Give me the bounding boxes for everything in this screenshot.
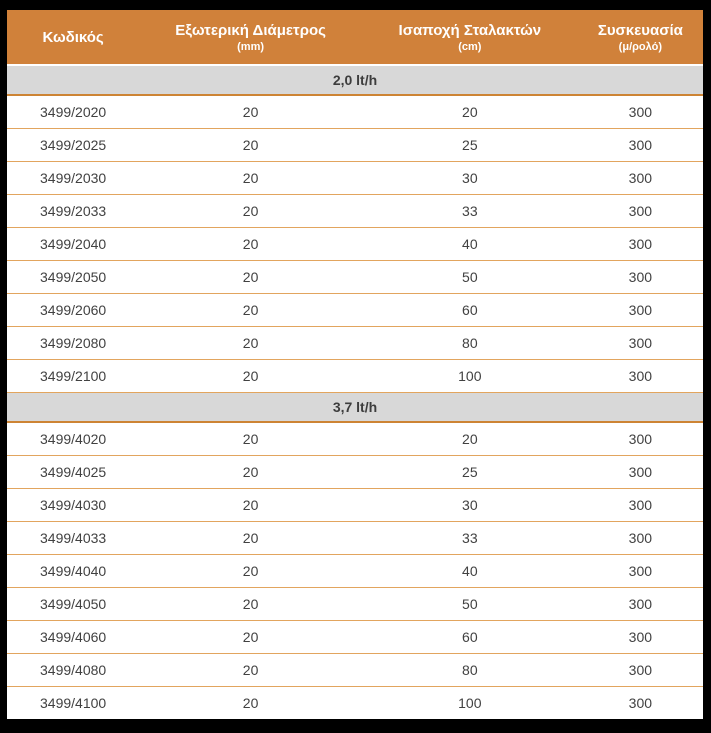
cell-packaging: 300: [578, 294, 703, 327]
table-row: [7, 261, 703, 294]
cell-code: 3499/4050: [7, 588, 139, 621]
cell-packaging: 300: [578, 195, 703, 228]
cell-dripper-spacing: 40: [362, 228, 578, 261]
cell-code: 3499/2025: [7, 129, 139, 162]
cell-packaging: 300: [578, 588, 703, 621]
cell-outer-diameter: 20: [139, 422, 362, 456]
table-row: [7, 95, 703, 129]
cell-dripper-spacing: 80: [362, 654, 578, 687]
cell-packaging: 300: [578, 621, 703, 654]
cell-outer-diameter: 20: [139, 195, 362, 228]
table-row: [7, 360, 703, 393]
table-header: [7, 10, 703, 65]
column-header-outer-diameter: [139, 10, 362, 65]
cell-outer-diameter: 20: [139, 95, 362, 129]
cell-dripper-spacing: 100: [362, 360, 578, 393]
column-title: Εξωτερική Διάμετρος: [175, 21, 326, 39]
column-unit: (mm): [237, 40, 265, 53]
cell-dripper-spacing: 20: [362, 422, 578, 456]
cell-outer-diameter: 20: [139, 555, 362, 588]
table-header-row: [7, 10, 703, 65]
section-header-row: [7, 65, 703, 95]
table-row: [7, 489, 703, 522]
cell-outer-diameter: 20: [139, 261, 362, 294]
cell-outer-diameter: 20: [139, 228, 362, 261]
column-header-code: [7, 10, 139, 65]
cell-dripper-spacing: 25: [362, 129, 578, 162]
cell-code: 3499/4060: [7, 621, 139, 654]
cell-code: 3499/4100: [7, 687, 139, 720]
table-row: [7, 522, 703, 555]
cell-packaging: 300: [578, 95, 703, 129]
cell-outer-diameter: 20: [139, 162, 362, 195]
column-header-packaging: [578, 10, 703, 65]
column-unit: (cm): [458, 40, 482, 53]
cell-code: 3499/2100: [7, 360, 139, 393]
table-row: [7, 456, 703, 489]
cell-outer-diameter: 20: [139, 360, 362, 393]
cell-code: 3499/2020: [7, 95, 139, 129]
cell-dripper-spacing: 50: [362, 588, 578, 621]
cell-packaging: 300: [578, 687, 703, 720]
table-row: [7, 687, 703, 720]
cell-code: 3499/2030: [7, 162, 139, 195]
cell-dripper-spacing: 30: [362, 162, 578, 195]
cell-dripper-spacing: 33: [362, 522, 578, 555]
cell-dripper-spacing: 100: [362, 687, 578, 720]
spec-table-container: [7, 10, 703, 719]
cell-outer-diameter: 20: [139, 687, 362, 720]
cell-dripper-spacing: 40: [362, 555, 578, 588]
cell-code: 3499/2060: [7, 294, 139, 327]
cell-code: 3499/2080: [7, 327, 139, 360]
cell-outer-diameter: 20: [139, 522, 362, 555]
cell-code: 3499/4040: [7, 555, 139, 588]
cell-dripper-spacing: 20: [362, 95, 578, 129]
cell-code: 3499/2033: [7, 195, 139, 228]
column-unit: (μ/ρολό): [618, 40, 663, 53]
column-title: Συσκευασία: [597, 21, 683, 39]
table-body: [7, 65, 703, 719]
table-row: [7, 654, 703, 687]
cell-outer-diameter: 20: [139, 489, 362, 522]
cell-outer-diameter: 20: [139, 294, 362, 327]
cell-dripper-spacing: 25: [362, 456, 578, 489]
cell-packaging: 300: [578, 261, 703, 294]
cell-code: 3499/4080: [7, 654, 139, 687]
table-row: [7, 422, 703, 456]
cell-code: 3499/4030: [7, 489, 139, 522]
cell-packaging: 300: [578, 162, 703, 195]
cell-dripper-spacing: 80: [362, 327, 578, 360]
cell-packaging: 300: [578, 129, 703, 162]
table-row: [7, 327, 703, 360]
cell-packaging: 300: [578, 522, 703, 555]
cell-dripper-spacing: 60: [362, 621, 578, 654]
table-row: [7, 621, 703, 654]
column-title: Ισαποχή Σταλακτών: [398, 21, 542, 39]
cell-code: 3499/2050: [7, 261, 139, 294]
column-header-dripper-spacing: [362, 10, 578, 65]
cell-code: 3499/4033: [7, 522, 139, 555]
cell-outer-diameter: 20: [139, 327, 362, 360]
table-row: [7, 588, 703, 621]
cell-packaging: 300: [578, 327, 703, 360]
cell-dripper-spacing: 30: [362, 489, 578, 522]
cell-packaging: 300: [578, 489, 703, 522]
cell-dripper-spacing: 60: [362, 294, 578, 327]
cell-code: 3499/4020: [7, 422, 139, 456]
cell-packaging: 300: [578, 422, 703, 456]
table-row: [7, 555, 703, 588]
table-row: [7, 162, 703, 195]
cell-outer-diameter: 20: [139, 621, 362, 654]
cell-outer-diameter: 20: [139, 129, 362, 162]
section-header-row: [7, 393, 703, 423]
cell-packaging: 300: [578, 555, 703, 588]
cell-code: 3499/4025: [7, 456, 139, 489]
cell-code: 3499/2040: [7, 228, 139, 261]
cell-packaging: 300: [578, 456, 703, 489]
product-spec-table: [7, 10, 703, 719]
cell-outer-diameter: 20: [139, 654, 362, 687]
cell-packaging: 300: [578, 360, 703, 393]
table-row: [7, 228, 703, 261]
cell-packaging: 300: [578, 654, 703, 687]
table-row: [7, 294, 703, 327]
section-label: 2,0 lt/h: [7, 65, 703, 95]
cell-dripper-spacing: 50: [362, 261, 578, 294]
table-row: [7, 195, 703, 228]
column-title: Κωδικός: [42, 28, 104, 46]
cell-outer-diameter: 20: [139, 588, 362, 621]
table-row: [7, 129, 703, 162]
cell-outer-diameter: 20: [139, 456, 362, 489]
cell-dripper-spacing: 33: [362, 195, 578, 228]
section-label: 3,7 lt/h: [7, 393, 703, 423]
cell-packaging: 300: [578, 228, 703, 261]
